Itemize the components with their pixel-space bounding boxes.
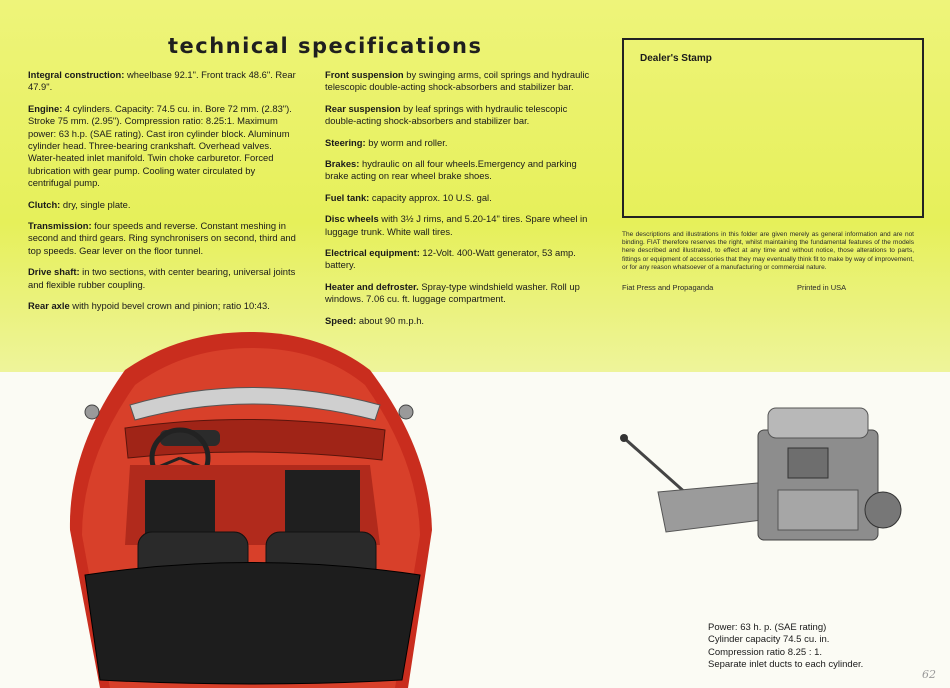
spec-label: Front suspension: [325, 69, 404, 80]
spec-text: 12-Volt. 400-Watt generator, 53 amp. battery.: [325, 247, 576, 271]
pulley: [865, 492, 901, 528]
spec-text: hydraulic on all four wheels.Emergency and parking brake acting on rear wheel brake shoes.: [325, 158, 577, 182]
dealer-stamp-label: Dealer's Stamp: [640, 53, 712, 64]
spec-clutch: [28, 199, 300, 211]
spec-text: by worm and roller.: [365, 136, 448, 148]
spec-text: dry, single plate.: [60, 198, 131, 210]
carburetor: [788, 448, 828, 478]
engine-photo: [618, 400, 918, 570]
tonneau-cover: [85, 563, 420, 685]
cam-cover: [768, 408, 868, 438]
credit-printed: Printed in USA: [797, 283, 847, 292]
spec-rear-suspension: [325, 103, 595, 128]
left-floor-mat: [145, 480, 215, 535]
spec-rear-axle: [28, 300, 300, 312]
spec-label: Brakes:: [325, 158, 360, 170]
spec-label: Drive shaft:: [28, 266, 80, 278]
spec-text: by swinging arms, coil springs and hydraulic telescopic double-acting shock-absorbers and stabilizer bar.: [325, 69, 590, 93]
spec-front-suspension: [325, 69, 595, 94]
spec-text: four speeds and reverse. Constant meshing in second and third gears. Ring synchronisers on second, third and top speeds. Gear lever on the floor tunnel.: [28, 220, 296, 256]
spec-text: 4 cylinders. Capacity: 74.5 cu. in. Bore 72 mm. (2.83"). Stroke 75 mm. (2.95"). Compression ratio: 8.25:1. Maximum power: 63 h.p. (SAE rating). Cast iron cylinder block. Aluminum cylinder head. Three-bearing crankshaft. Overhead valves. Water-heated inlet manifold. Twin choke carburetor. Forced lubrication with gear pump. Cooling water circulated by centrifugal pump.: [28, 102, 292, 189]
spec-label: Transmission:: [28, 220, 92, 232]
spec-text: capacity approx. 10 U.S. gal.: [369, 191, 492, 203]
spec-drive-shaft: [28, 266, 300, 291]
spec-text: with 3½ J rims, and 5.20-14" tires. Spare wheel in luggage trunk. White wall tires.: [325, 213, 588, 237]
car-photo: [30, 330, 470, 688]
spec-text: by leaf springs with hydraulic telescopic double-acting shock-absorbers and stabilizer bar.: [325, 102, 568, 127]
spec-label: Speed:: [325, 314, 357, 326]
spec-column-1: [28, 69, 300, 322]
spec-label: Rear suspension: [325, 102, 401, 114]
caption-line: Cylinder capacity 74.5 cu. in.: [708, 634, 830, 646]
spec-label: Fuel tank:: [325, 191, 370, 203]
spec-label: Rear axle: [28, 300, 70, 312]
spec-label: Clutch:: [28, 198, 61, 210]
spec-brakes: [325, 158, 595, 183]
spec-label: Electrical equipment:: [325, 247, 420, 259]
spec-engine: [28, 103, 300, 190]
right-mirror: [399, 405, 413, 419]
engine-caption: [708, 622, 863, 672]
spec-integral-construction: [28, 69, 300, 94]
spec-label: Engine:: [28, 102, 63, 114]
spec-text: Spray-type windshield washer. Roll up windows. 7.06 cu. ft. luggage compartment.: [325, 280, 580, 305]
spec-text: about 90 m.p.h.: [356, 314, 425, 326]
disclaimer-text: The descriptions and illustrations in this folder are given merely as general information and are not binding. FIAT therefore reserves the right, whilst maintaining the fundamental features of the models here described and illustrated, to effect at any time and without notice, those alterations to parts, fittings or equipment of accessories that they may eventually think fit to make by way of improvement, or for any reason whatsoever of a manufacturing or commercial nature.: [622, 231, 914, 271]
caption-line: Power: 63 h. p. (SAE rating): [708, 622, 827, 633]
gear-lever: [624, 438, 688, 495]
spec-text: in two sections, with center bearing, universal joints and flexible rubber coupling.: [28, 266, 296, 290]
dealer-stamp-box: [622, 38, 924, 218]
spec-transmission: [28, 220, 300, 257]
spec-heater: [325, 281, 595, 306]
spec-text: with hypoid bevel crown and pinion; ratio 10:43.: [69, 300, 270, 312]
spec-text: wheelbase 92.1". Front track 48.6". Rear 47.9".: [28, 69, 296, 93]
spec-label: Heater and defroster.: [325, 280, 419, 292]
spec-speed: [325, 315, 595, 327]
spec-steering: [325, 137, 595, 149]
right-floor-mat: [285, 470, 360, 535]
spec-column-2: [325, 69, 595, 336]
spec-label: Disc wheels: [325, 213, 379, 225]
crankcase: [778, 490, 858, 530]
spec-fuel-tank: [325, 192, 595, 204]
page-number: 62: [922, 668, 936, 681]
spec-electrical: [325, 247, 595, 272]
spec-disc-wheels: [325, 213, 595, 238]
caption-line: Separate inlet ducts to each cylinder.: [708, 659, 864, 671]
page-title: technical specifications: [168, 34, 483, 58]
credit-publisher: Fiat Press and Propaganda: [622, 283, 714, 292]
spec-label: Steering:: [325, 136, 366, 148]
spec-label: Integral construction:: [28, 69, 125, 80]
left-mirror: [85, 405, 99, 419]
caption-line: Compression ratio 8.25 : 1.: [708, 646, 823, 658]
